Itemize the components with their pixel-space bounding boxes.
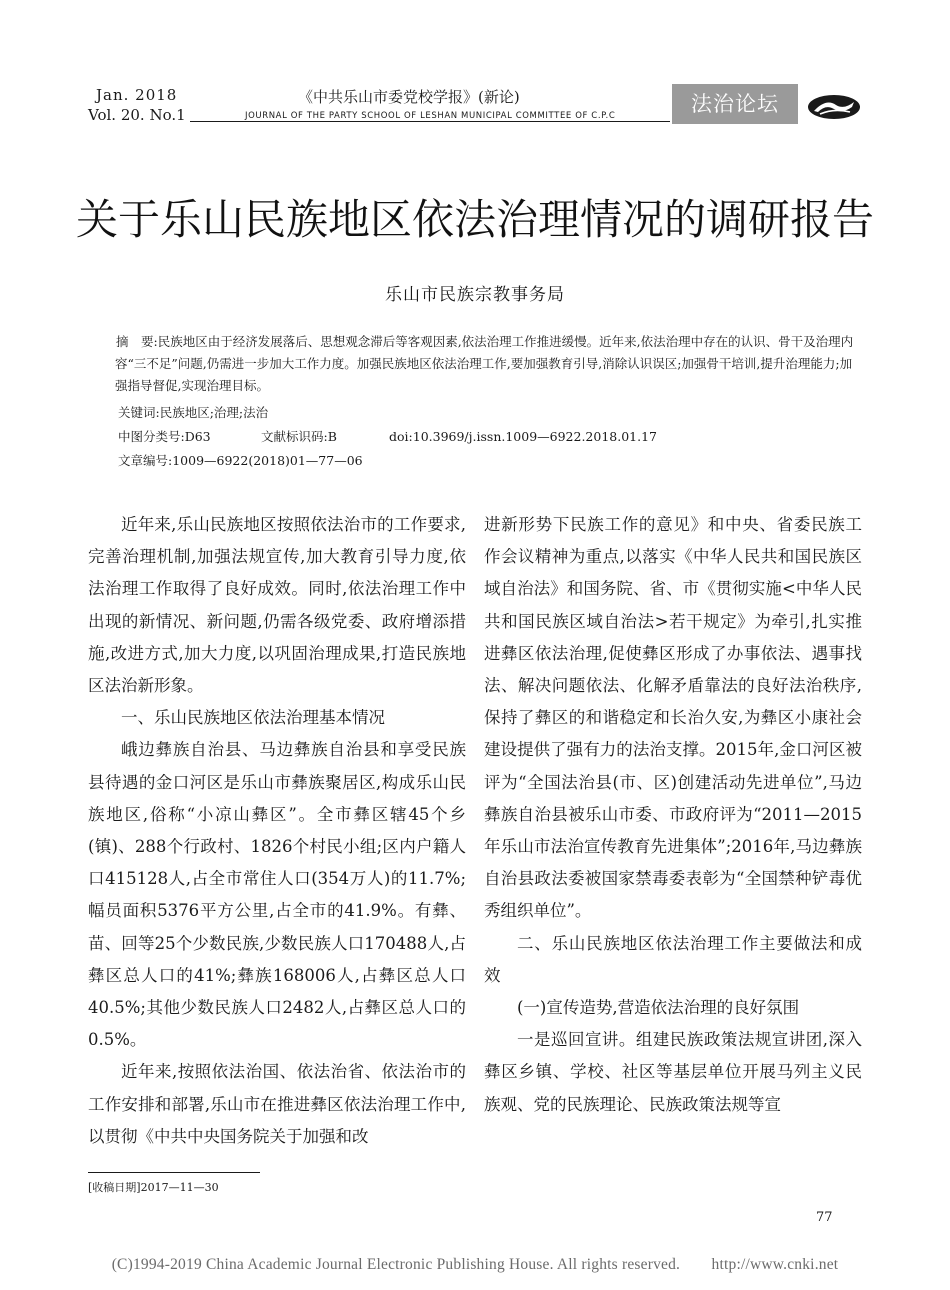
footnote-rule	[88, 1172, 260, 1173]
journal-logo-icon	[806, 92, 862, 122]
paragraph: 进新形势下民族工作的意见》和中央、省委民族工作会议精神为重点,以落实《中华人民共和国民族区域自治法》和国务院、省、市《贯彻实施<中华人民共和国民族区域自治法>若干规定》为牵引,扎实推进彝区依法治理,促使彝区形成了办事依法、遇事找法、解决问题依法、化解矛盾靠法的良好法治秩序,保持了彝区的和谐稳定和长治久安,为彝区小康社会建设提供了强有力的法治支撑。2015年,金口河区被评为“全国法治县(市、区)创建活动先进单位”,马边彝族自治县被乐山市委、市政府评为“2011—2015年乐山市法治宣传教育先进集体”;2016年,马边彝族自治县政法委被国家禁毒委表彰为“全国禁种铲毒优秀组织单位”。	[484, 515, 862, 921]
subsection-heading: (一)宣传造势,营造依法治理的良好氛围	[517, 998, 800, 1018]
classification-line	[118, 427, 657, 447]
article-author: 乐山市民族宗教事务局	[385, 285, 565, 305]
classification-code: 中图分类号:D63	[118, 429, 211, 444]
article-title: 关于乐山民族地区依法治理情况的调研报告	[75, 195, 874, 244]
journal-title-cn: 《中共乐山市委党校学报》(新论)	[298, 88, 520, 106]
paragraph: 峨边彝族自治县、马边彝族自治县和享受民族县待遇的金口河区是乐山市彝族聚居区,构成乐山民族地区,俗称“小凉山彝区”。全市彝区辖45个乡(镇)、288个行政村、1826个村民小组;区内户籍人口415128人,占全市常住人口(354万人)的11.7%;幅员面积5376平方公里,占全市的41.9%。有彝、苗、回等25个少数民族,少数民族人口170488人,占彝区总人口的41%;彝族168006人,占彝区总人口40.5%;其他少数民族人口2482人,占彝区总人口的0.5%。	[88, 740, 466, 1050]
keywords: 关键词:民族地区;治理;法治	[118, 405, 269, 420]
page-number: 77	[816, 1210, 833, 1225]
copyright-notice: (C)1994-2019 China Academic Journal Electronic Publishing House. All rights reserved. http://www.cnki.net	[111, 1256, 839, 1273]
document-code: 文献标识码:B	[261, 429, 337, 444]
doi: doi:10.3969/j.issn.1009—6922.2018.01.17	[389, 429, 658, 444]
body-column-left	[88, 509, 466, 1153]
paragraph: 近年来,按照依法治国、依法治省、依法治市的工作安排和部署,乐山市在推进彝区依法治理工作中,以贯彻《中共中央国务院关于加强和改	[88, 1062, 466, 1146]
journal-title-en: JOURNAL OF THE PARTY SCHOOL OF LESHAN MUNICIPAL COMMITTEE OF C.P.C	[245, 111, 616, 121]
body-column-right	[484, 509, 862, 1121]
header-rule	[190, 121, 670, 122]
paragraph: 近年来,乐山民族地区按照依法治市的工作要求,完善治理机制,加强法规宣传,加大教育引导力度,依法治理工作取得了良好成效。同时,依法治理工作中出现的新情况、新问题,仍需各级党委、政府增添措施,改进方式,加大力度,以巩固治理成果,打造民族地区法治新形象。	[88, 515, 466, 696]
section-heading: 一、乐山民族地区依法治理基本情况	[121, 708, 385, 728]
article-abstract: 摘 要:民族地区由于经济发展落后、思想观念滞后等客观因素,依法治理工作推进缓慢。近年来,依法治理中存在的认识、骨干及治理内容“三不足”问题,仍需进一步加大工作力度。加强民族地区依法治理工作,要加强教育引导,消除认识误区;加强骨干培训,提升治理能力;加强指导督促,实现治理目标。	[115, 334, 854, 393]
issue-date: Jan. 2018	[96, 86, 178, 104]
article-number: 文章编号:1009—6922(2018)01—77—06	[118, 453, 363, 468]
received-date-footnote: [收稿日期]2017—11—30	[88, 1181, 219, 1194]
volume-number: Vol. 20. No.1	[88, 106, 186, 124]
column-label: 法治论坛	[672, 84, 798, 124]
paragraph: 一是巡回宣讲。组建民族政策法规宣讲团,深入彝区乡镇、学校、社区等基层单位开展马列主义民族观、党的民族理论、民族政策法规等宣	[484, 1030, 862, 1114]
section-heading: 二、乐山民族地区依法治理工作主要做法和成效	[484, 933, 862, 985]
